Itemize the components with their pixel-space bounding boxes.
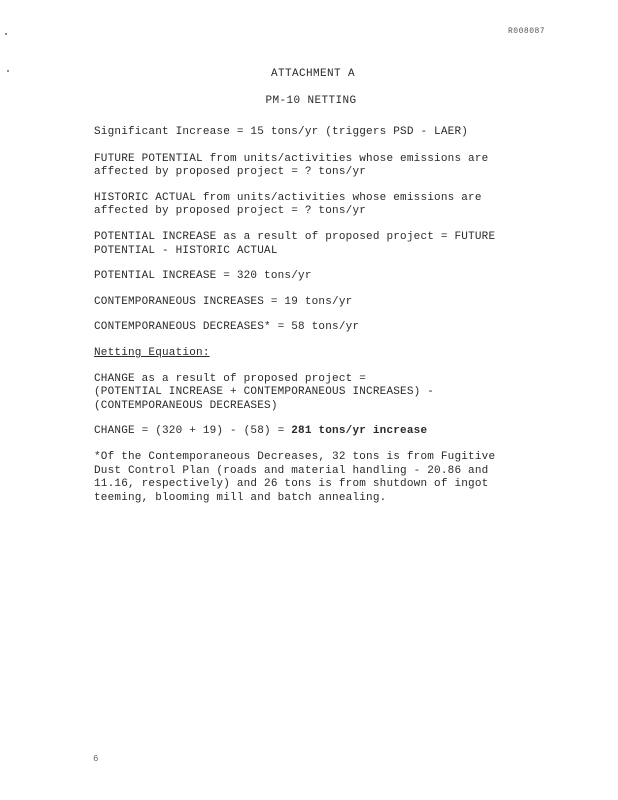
page-mark: 6: [93, 754, 99, 764]
contemporaneous-decreases-line: CONTEMPORANEOUS DECREASES* = 58 tons/yr: [94, 321, 360, 334]
attachment-title: ATTACHMENT A: [270, 68, 355, 80]
change-calculation: [94, 425, 534, 439]
change-calculation-result: 281 tons/yr increase: [291, 425, 428, 438]
historic-actual-paragraph: HISTORIC ACTUAL from units/activities whose emissions are affected by proposed project = ? tons/yr: [94, 191, 482, 218]
scan-speck: [5, 33, 7, 35]
significant-increase-line: Significant Increase = 15 tons/yr (triggers PSD - LAER): [94, 126, 469, 138]
future-potential-paragraph: FUTURE POTENTIAL from units/activities whose emissions are affected by proposed project = ? tons/yr: [94, 152, 489, 179]
footnote-paragraph: *Of the Contemporaneous Decreases, 32 tons is from Fugitive Dust Control Plan (roads and material handling - 20.86 and 11.16, respectively) and 26 tons is from shutdown of ingot teeming, blooming mill and batch annealing.: [94, 450, 496, 504]
change-definition: CHANGE as a result of proposed project = (POTENTIAL INCREASE + CONTEMPORANEOUS INCREASES) - (CONTEMPORANEOUS DECREASES): [94, 372, 435, 412]
document-id: R008087: [508, 27, 546, 36]
document-body: [94, 126, 534, 517]
netting-equation-heading: Netting Equation:: [94, 346, 210, 359]
change-calculation-prefix: CHANGE = (320 + 19) - (58) =: [94, 425, 292, 438]
contemporaneous-increases-line: CONTEMPORANEOUS INCREASES = 19 tons/yr: [94, 295, 353, 308]
potential-increase-value: POTENTIAL INCREASE = 320 tons/yr: [94, 270, 312, 283]
subject-title: PM-10 NETTING: [265, 95, 357, 107]
potential-increase-definition: POTENTIAL INCREASE as a result of proposed project = FUTURE POTENTIAL - HISTORIC ACTUAL: [94, 230, 496, 257]
